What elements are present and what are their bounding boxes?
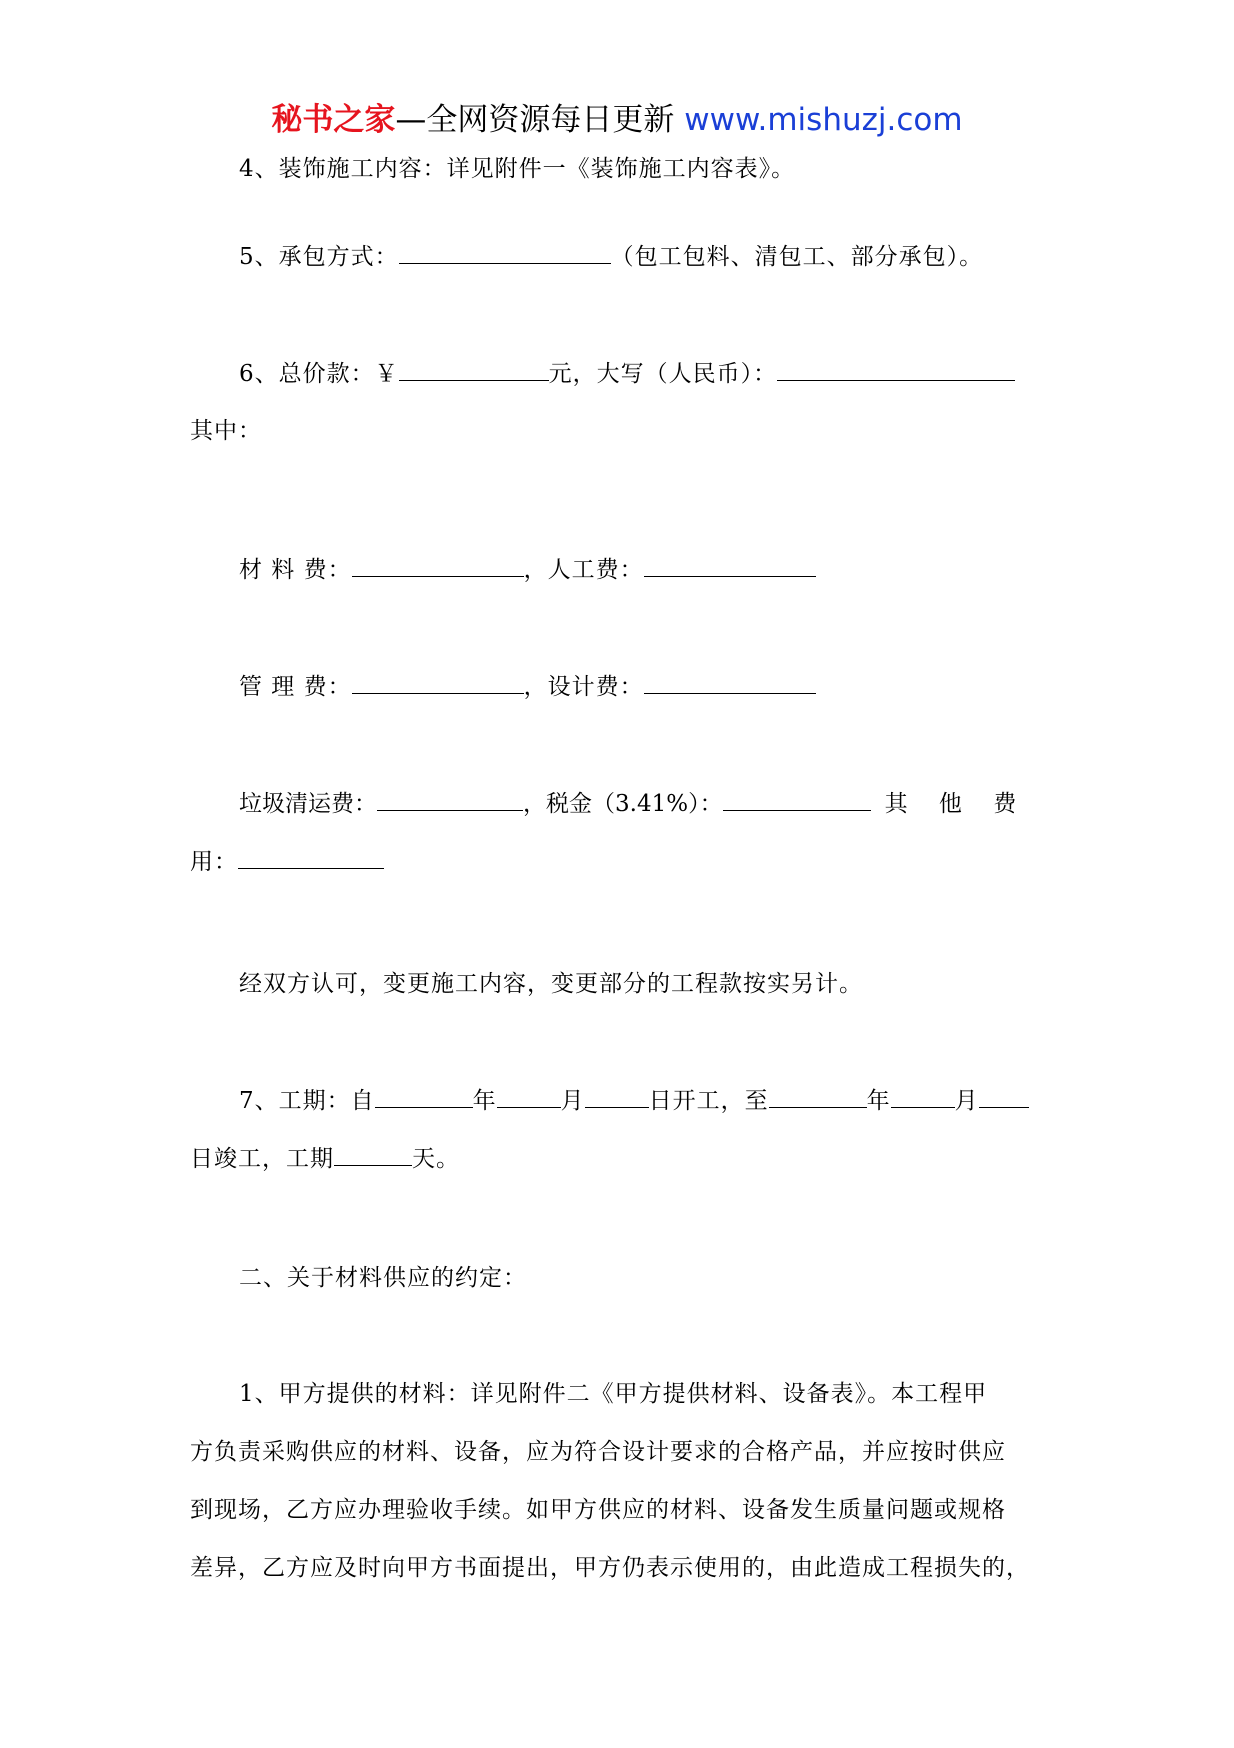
tax-label: ，税金（3.41%）： [523,791,723,817]
end-year-label: 年 [866,1088,891,1114]
start-year-label: 年 [472,1088,497,1114]
fee-row-2 [239,670,816,704]
tax-blank[interactable] [723,788,871,811]
section-2-heading: 二、关于材料供应的约定： [239,1265,527,1291]
fee-row-1 [239,553,816,587]
end-month-blank[interactable] [891,1085,955,1108]
material-fee-label: 材 料 费： [239,557,352,583]
fee-row-3 [239,787,1044,821]
contract-mode-blank[interactable] [399,241,611,264]
item-5-options: （包工包料、清包工、部分承包）。 [610,244,984,270]
other-fee-blank[interactable] [238,846,384,869]
start-month-blank[interactable] [497,1085,561,1108]
start-year-blank[interactable] [375,1085,473,1108]
para-1-line-2: 方负责采购供应的材料、设备，应为符合设计要求的合格产品，并应按时供应 [190,1439,1006,1465]
page-header [0,98,1234,142]
total-price-capital-blank[interactable] [777,358,1015,381]
item-7-cont-label: 日竣工，工期 [190,1146,334,1172]
start-day-blank[interactable] [585,1085,649,1108]
end-day-blank[interactable] [979,1085,1029,1108]
header-slogan: —全网资源每日更新 [395,102,675,138]
garbage-fee-label: 垃圾清运费： [239,791,377,817]
item-6-cont: 其中： [190,418,262,444]
para-1-line-3: 到现场，乙方应办理验收手续。如甲方供应的材料、设备发生质量问题或规格 [190,1497,1006,1523]
other-fee-label: 其 他 费 [884,791,1029,817]
labor-fee-blank[interactable] [644,554,816,577]
management-fee-label: 管 理 费： [239,674,352,700]
item-4: 4、装饰施工内容：详见附件一《装饰施工内容表》。 [239,156,796,182]
other-fee-cont [190,845,384,879]
management-fee-blank[interactable] [352,671,524,694]
start-day-label: 日开工，至 [648,1088,769,1114]
design-fee-blank[interactable] [644,671,816,694]
item-6 [239,357,1015,391]
item-7 [239,1084,1029,1118]
end-month-label: 月 [954,1088,979,1114]
garbage-fee-blank[interactable] [377,788,523,811]
item-7-label: 7、工期：自 [239,1088,375,1114]
header-url[interactable]: www.mishuzj.com [684,102,963,138]
item-5 [239,240,983,274]
item-6-capital-label: 元，大写（人民币）： [548,361,778,387]
total-price-blank[interactable] [399,358,549,381]
labor-fee-label: ，人工费： [523,557,644,583]
item-7-days-label: 天。 [412,1146,460,1172]
duration-days-blank[interactable] [334,1143,412,1166]
item-7-cont [190,1142,460,1176]
brand-name: 秘书之家 [271,102,396,138]
design-fee-label: ，设计费： [523,674,644,700]
other-fee-cont-label: 用： [190,849,238,875]
para-1-line-4: 差异，乙方应及时向甲方书面提出，甲方仍表示使用的，由此造成工程损失的， [190,1555,1030,1581]
start-month-label: 月 [560,1088,585,1114]
para-1-line-1: 1、甲方提供的材料：详见附件二《甲方提供材料、设备表》。本工程甲 [239,1381,988,1407]
change-note: 经双方认可，变更施工内容，变更部分的工程款按实另计。 [239,971,863,997]
end-year-blank[interactable] [769,1085,867,1108]
item-6-label: 6、总价款：￥ [239,361,399,387]
material-fee-blank[interactable] [352,554,524,577]
item-5-label: 5、承包方式： [239,244,399,270]
